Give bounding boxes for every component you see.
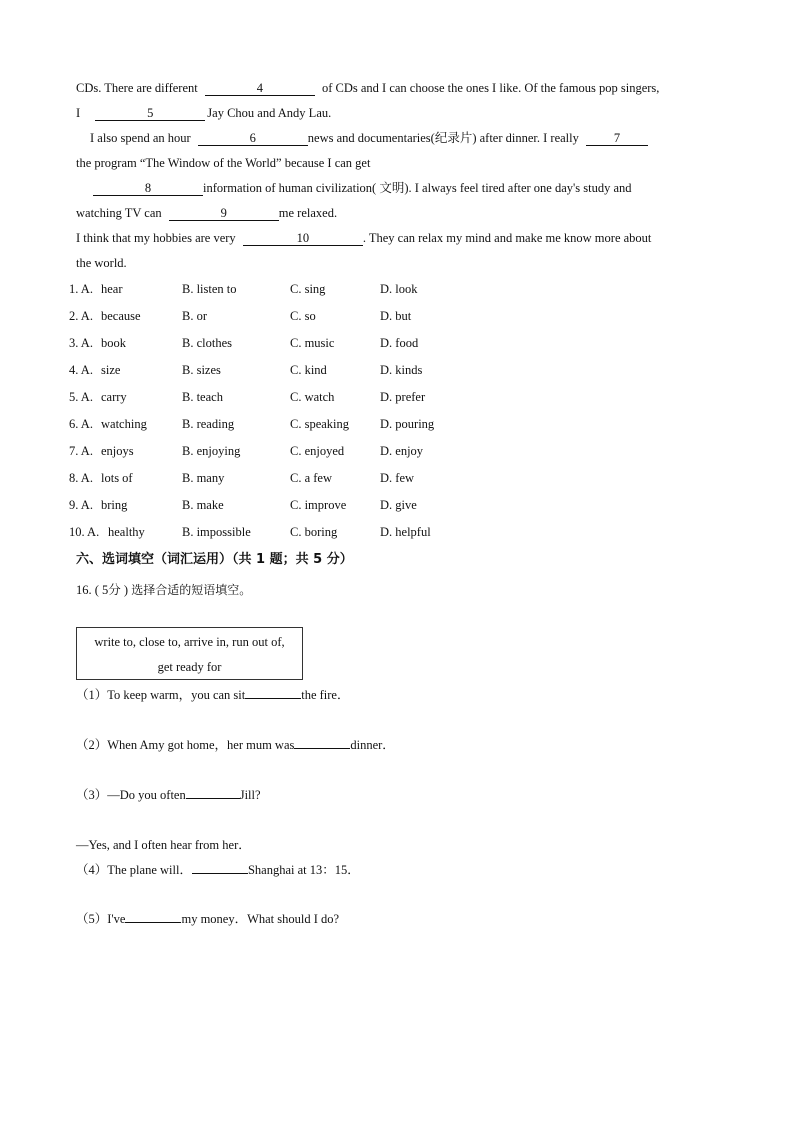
option-a[interactable]: watching <box>101 417 147 431</box>
word-box-line-2: get ready for <box>157 660 222 674</box>
option-a[interactable]: because <box>101 309 141 323</box>
blank-5[interactable]: 5 <box>95 106 205 121</box>
sentence-5-blank[interactable] <box>125 922 181 923</box>
option-b[interactable]: B. sizes <box>182 363 221 377</box>
blank-6[interactable]: 6 <box>198 131 308 146</box>
option-d[interactable]: D. but <box>380 309 412 323</box>
option-number: 3. A. <box>69 336 93 350</box>
option-d[interactable]: D. give <box>380 498 417 512</box>
option-number: 7. A. <box>69 444 93 458</box>
option-a[interactable]: size <box>101 363 121 377</box>
option-d[interactable]: D. helpful <box>380 525 431 539</box>
passage-line-4: the program “The Window of the World” because I can get <box>76 156 371 170</box>
section-heading: 六、选词填空（词汇运用）（共 1 题；共 5 分） <box>76 552 353 567</box>
passage-line-6: watching TV can 9 me relaxed. <box>76 206 338 220</box>
option-a[interactable]: hear <box>101 282 123 296</box>
sentence-4-blank[interactable] <box>192 873 248 874</box>
option-b[interactable]: B. impossible <box>182 525 251 539</box>
sentence-2-blank[interactable] <box>294 748 350 749</box>
option-d[interactable]: D. kinds <box>380 363 423 377</box>
blank-7[interactable]: 7 <box>586 131 648 146</box>
option-a[interactable]: bring <box>101 498 128 512</box>
sentence-3: （3）—Do you often Jill? <box>76 788 261 802</box>
option-number: 8. A. <box>69 471 93 485</box>
option-d[interactable]: D. enjoy <box>380 444 424 458</box>
sentence-1-blank[interactable] <box>245 698 301 699</box>
blank-10[interactable]: 10 <box>243 231 363 246</box>
sentence-2: （2）When Amy got home，her mum was dinner． <box>76 738 395 752</box>
option-number: 4. A. <box>69 363 93 377</box>
option-number: 1. A. <box>69 282 93 296</box>
option-b[interactable]: B. many <box>182 471 225 485</box>
option-d[interactable]: D. food <box>380 336 419 350</box>
option-c[interactable]: C. so <box>290 309 316 323</box>
option-d[interactable]: D. pouring <box>380 417 435 431</box>
option-number: 9. A. <box>69 498 93 512</box>
option-a[interactable]: enjoys <box>101 444 134 458</box>
passage-line-8: the world. <box>76 256 127 270</box>
option-b[interactable]: B. enjoying <box>182 444 241 458</box>
sentence-4: （4）The plane will． Shanghai at 13：15． <box>76 863 360 877</box>
option-b[interactable]: B. teach <box>182 390 223 404</box>
option-a[interactable]: book <box>101 336 126 350</box>
blank-8[interactable]: 8 <box>93 181 203 196</box>
option-c[interactable]: C. a few <box>290 471 332 485</box>
passage-line-7: I think that my hobbies are very 10 . They can relax my mind and make me know more about <box>76 231 652 245</box>
option-b[interactable]: B. reading <box>182 417 235 431</box>
option-a[interactable]: lots of <box>101 471 133 485</box>
passage-line-1: CDs. There are different 4 of CDs and I can choose the ones I like. Of the famous pop singers, <box>76 81 660 95</box>
option-number: 5. A. <box>69 390 93 404</box>
option-c[interactable]: C. boring <box>290 525 338 539</box>
option-d[interactable]: D. prefer <box>380 390 426 404</box>
sentence-1: （1）To keep warm，you can sit the fire． <box>76 688 350 702</box>
option-c[interactable]: C. enjoyed <box>290 444 345 458</box>
option-b[interactable]: B. listen to <box>182 282 237 296</box>
option-a[interactable]: carry <box>101 390 127 404</box>
passage-line-2: I 5 Jay Chou and Andy Lau. <box>76 106 332 120</box>
option-b[interactable]: B. clothes <box>182 336 232 350</box>
option-c[interactable]: C. music <box>290 336 335 350</box>
sentence-3-reply: —Yes, and I often hear from her． <box>76 838 251 852</box>
blank-9[interactable]: 9 <box>169 206 279 221</box>
option-number: 10. A. <box>69 525 100 539</box>
option-c[interactable]: C. speaking <box>290 417 350 431</box>
option-c[interactable]: C. sing <box>290 282 326 296</box>
option-b[interactable]: B. make <box>182 498 224 512</box>
option-number: 6. A. <box>69 417 93 431</box>
option-b[interactable]: B. or <box>182 309 207 323</box>
blank-4[interactable]: 4 <box>205 81 315 96</box>
option-d[interactable]: D. look <box>380 282 418 296</box>
sentence-5: （5）I've my money．What should I do? <box>76 912 340 926</box>
option-number: 2. A. <box>69 309 93 323</box>
option-c[interactable]: C. kind <box>290 363 327 377</box>
question-16: 16. ( 5分 ) 选择合适的短语填空。 <box>76 583 252 597</box>
sentence-3-blank[interactable] <box>186 798 240 799</box>
option-c[interactable]: C. watch <box>290 390 335 404</box>
word-box-line-1: write to, close to, arrive in, run out of, <box>94 635 285 649</box>
option-d[interactable]: D. few <box>380 471 415 485</box>
option-c[interactable]: C. improve <box>290 498 347 512</box>
word-box <box>76 627 303 680</box>
option-a[interactable]: healthy <box>108 525 145 539</box>
passage-line-5: 8 information of human civilization( 文明). I always feel tired after one day's study and <box>93 180 632 196</box>
passage-line-3: I also spend an hour 6 news and documentaries(纪录片) after dinner. I really 7 <box>90 130 648 146</box>
